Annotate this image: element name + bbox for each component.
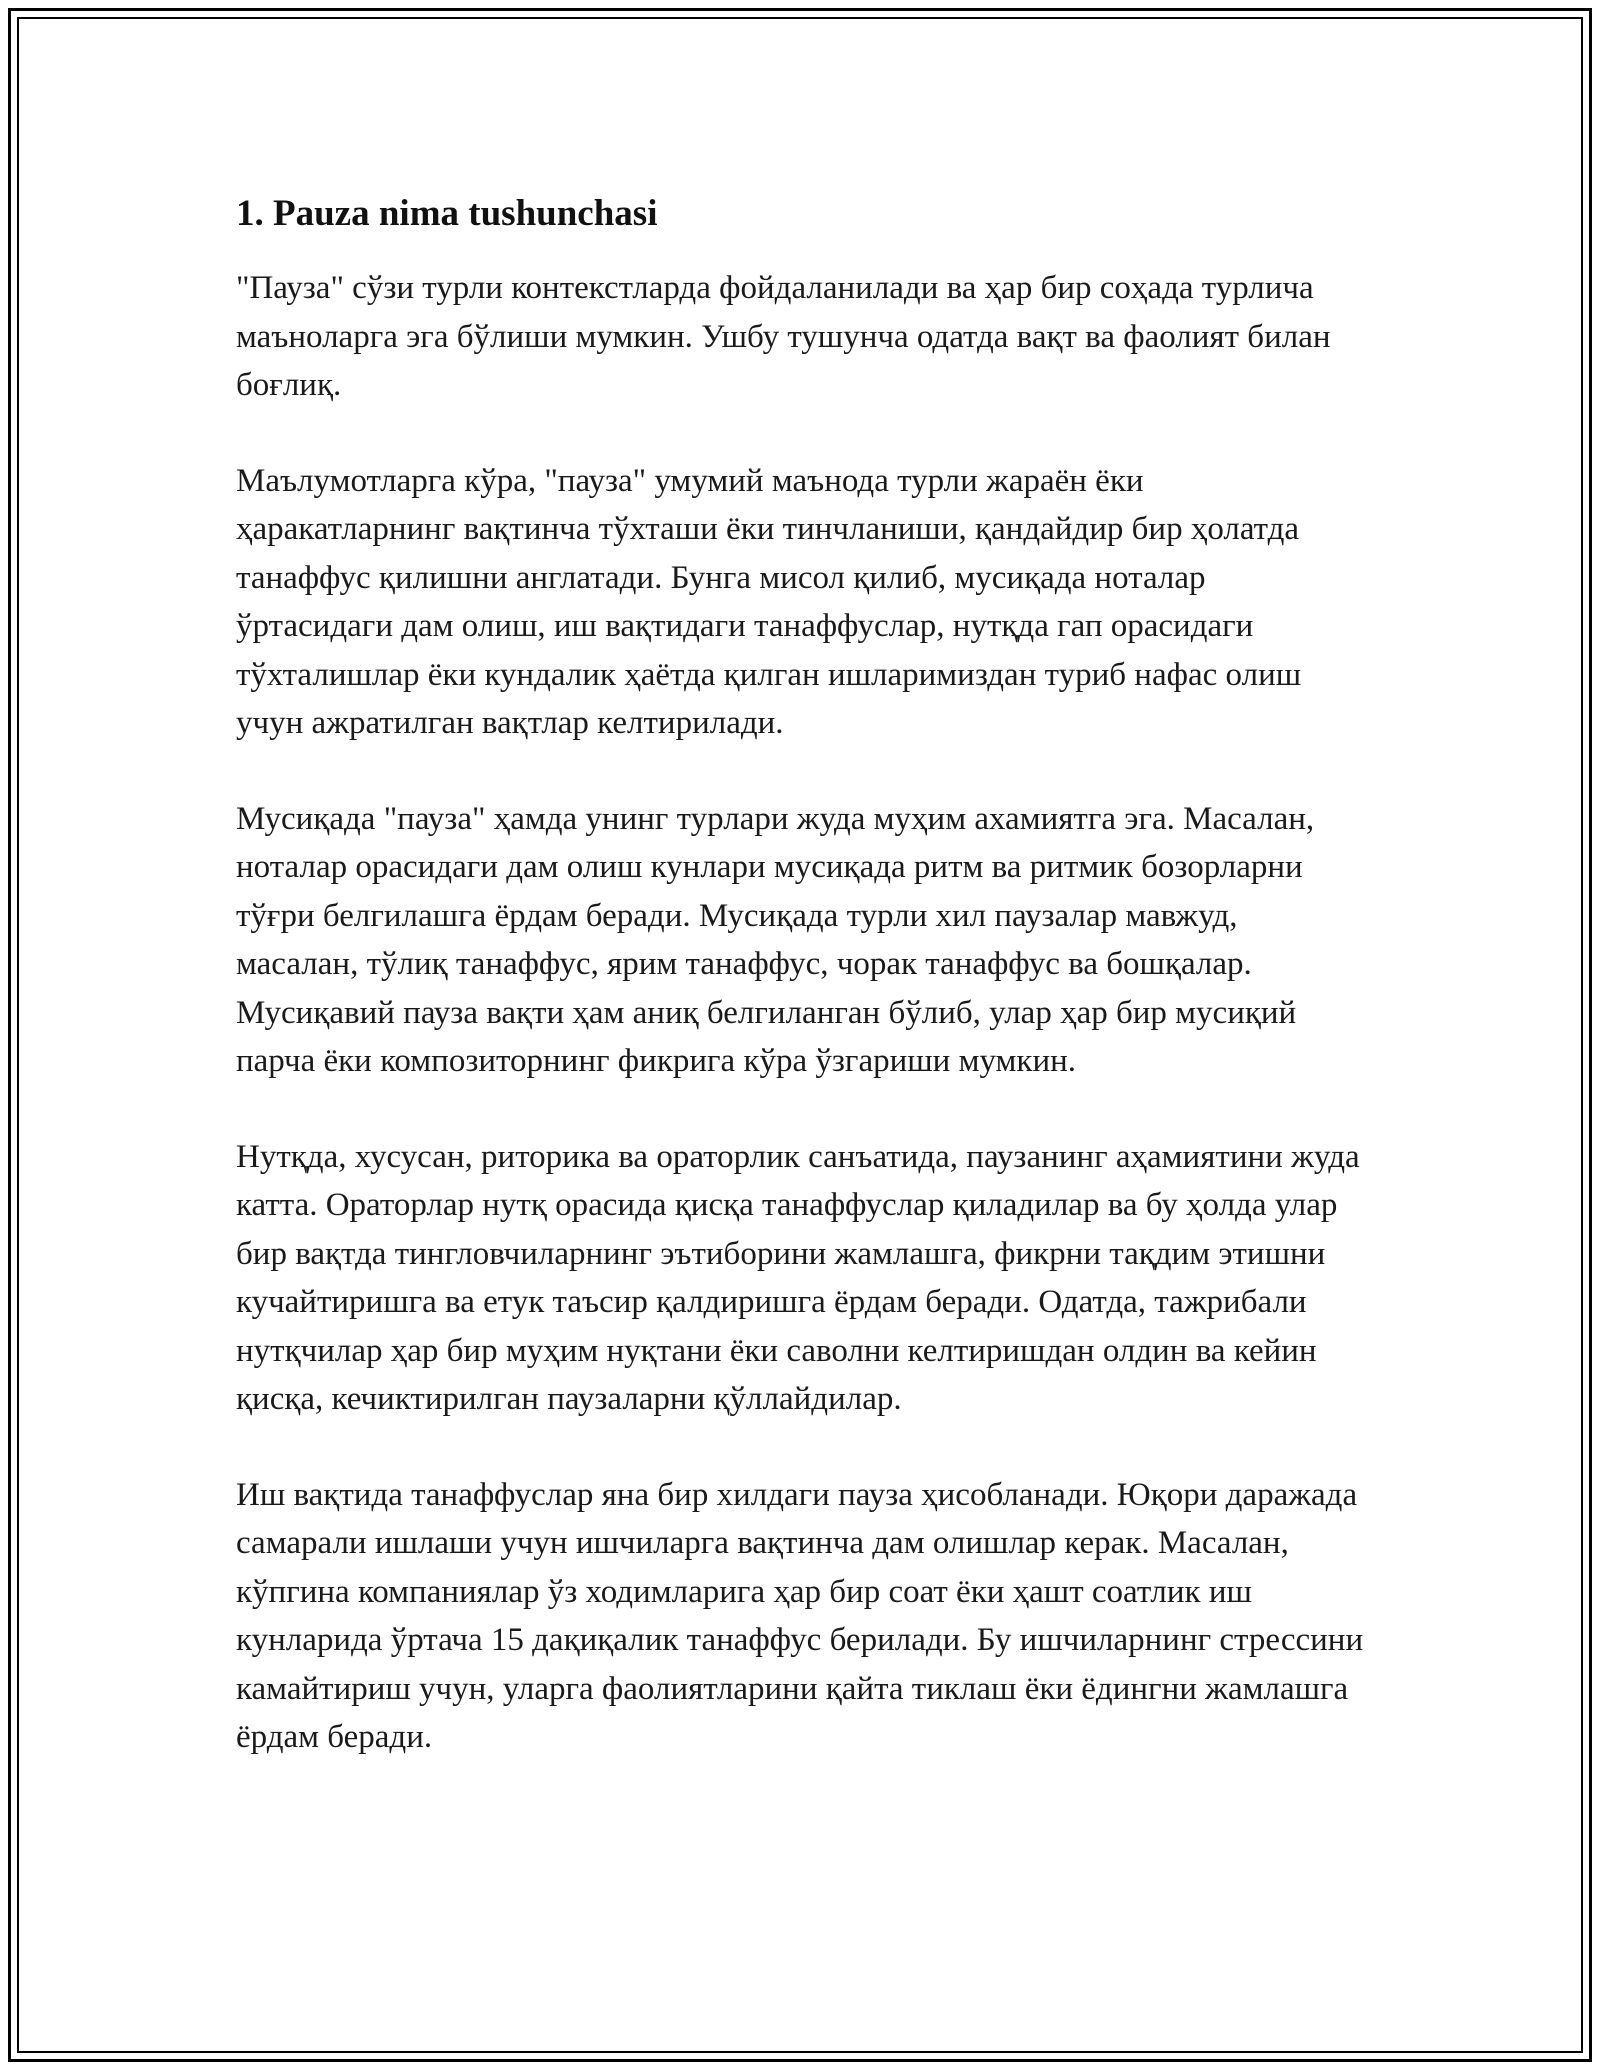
paragraph-general-meaning: Маълумотларга кўра, "пауза" умумий маънода турли жараён ёки ҳаракатларнинг вақтинча тўхташи ёки тинчланиши, қандайдир бир ҳолатда танаффус қилишни англатади. Бунга мисол қилиб, мусиқада ноталар ўртасидаги дам олиш, иш вақтидаги танаффуслар, нутқда гап орасидаги тўхталишлар ёки кундалик ҳаётда қилган ишларимиздан туриб нафас олиш учун ажратилган вақтлар келтирилади.	[236, 462, 1302, 741]
paragraph-work-breaks: Иш вақтида танаффуслар яна бир хилдаги пауза ҳисобланади. Юқори даражада самарали ишлаши учун ишчиларга вақтинча дам олишлар керак. Масалан, кўпгина компаниялар ўз ходимларига ҳар бир соат ёки ҳашт соатлик иш кунларида ўртача 15 дақиқалик танаффус берилади. Бу ишчиларнинг стрессини камайтириш учун, уларга фаолиятларини қайта тиклаш ёки ёдингни жамлашга ёрдам беради.	[236, 1476, 1364, 1755]
document-body	[236, 186, 1366, 1809]
paragraph-music: Мусиқада "пауза" ҳамда унинг турлари жуда муҳим ахамиятга эга. Масалан, ноталар орасидаги дам олиш кунлари мусиқада ритм ва ритмик бозорларни тўғри белгилашга ёрдам беради. Мусиқада турли хил паузалар мавжуд, масалан, тўлиқ танаффус, ярим танаффус, чорак танаффус ва бошқалар. Мусиқавий пауза вақти ҳам аниқ белгиланган бўлиб, улар ҳар бир мусиқий парча ёки композиторнинг фикрига кўра ўзгариши мумкин.	[236, 800, 1315, 1079]
paragraph-speech: Нутқда, хусусан, риторика ва ораторлик санъатида, паузанинг аҳамиятини жуда катта. Ораторлар нутқ орасида қисқа танаффуслар қиладилар ва бу ҳолда улар бир вақтда тингловчиларнинг эътиборини жамлашга, фикрни тақдим этишни кучайтиришга ва етук таъсир қалдиришга ёрдам беради. Одатда, тажрибали нутқчилар ҳар бир муҳим нуқтани ёки саволни келтиришдан олдин ва кейин қисқа, кечиктирилган паузаларни қўллайдилар.	[236, 1138, 1360, 1417]
paragraph-intro: "Пауза" сўзи турли контекстларда фойдаланилади ва ҳар бир соҳада турлича маъноларга эга бўлиши мумкин. Ушбу тушунча одатда вақт ва фаолият билан боғлиқ.	[236, 270, 1331, 403]
section-title: 1. Pauza nima tushunchasi	[236, 193, 658, 234]
